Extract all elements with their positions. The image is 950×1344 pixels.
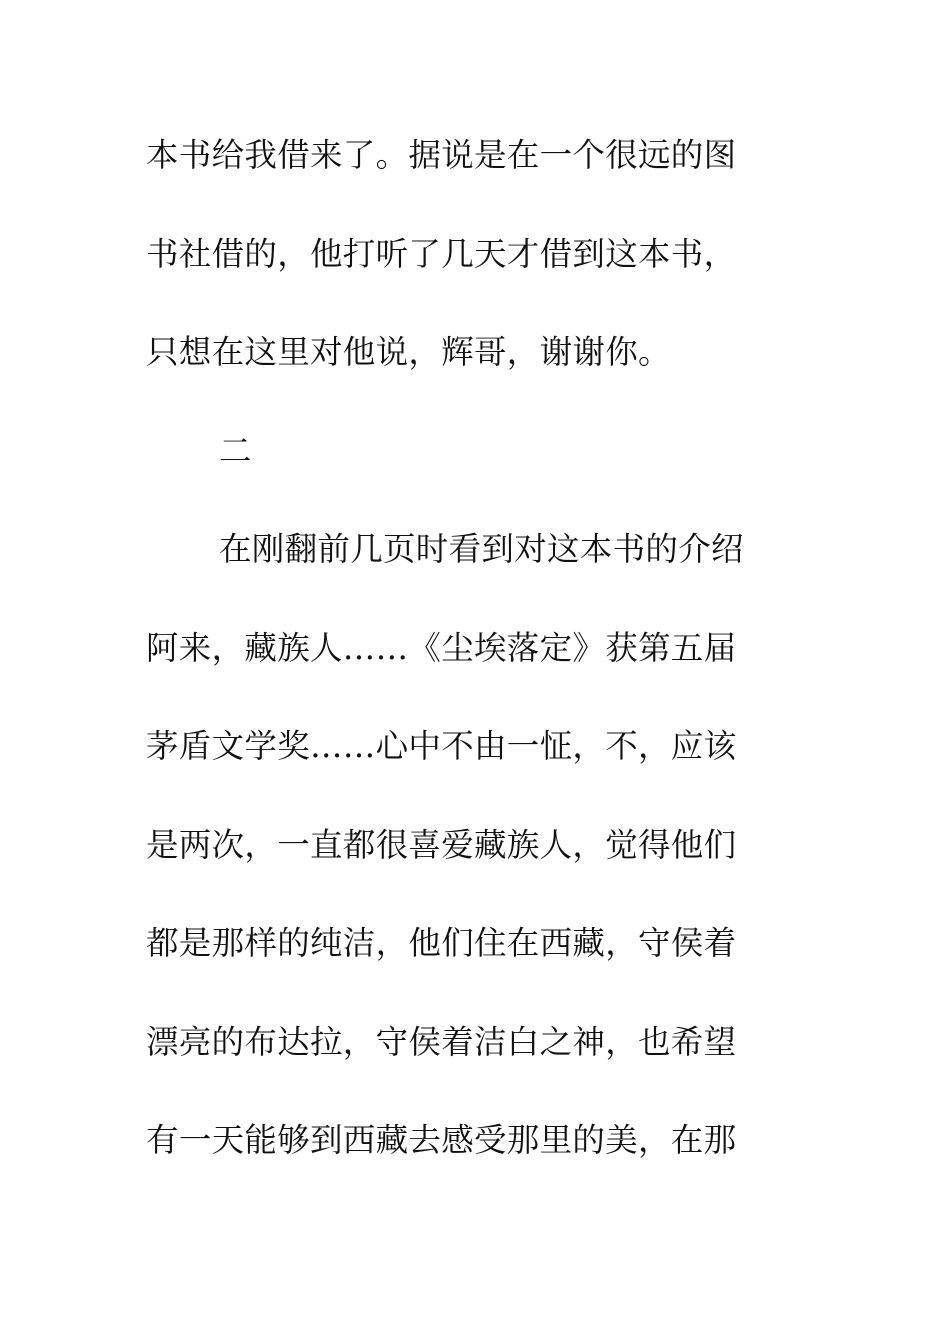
text-line-5: 在刚翻前几页时看到对这本书的介绍	[219, 530, 744, 568]
text-line-7: 茅盾文学奖……心中不由一怔，不，应该	[146, 727, 737, 765]
text-line-11: 有一天能够到西藏去感受那里的美，在那	[146, 1121, 737, 1159]
text-line-10: 漂亮的布达拉，守侯着洁白之神，也希望	[146, 1022, 737, 1061]
section-heading: 二	[219, 431, 252, 470]
text-line-8: 是两次，一直都很喜爱藏族人，觉得他们	[146, 825, 737, 864]
text-line-9: 都是那样的纯洁，他们住在西藏，守侯着	[146, 924, 737, 962]
text-line-2: 书社借的，他打听了几天才借到这本书，	[146, 234, 737, 273]
body-text	[146, 125, 806, 1209]
text-line-6: 阿来，藏族人……《尘埃落定》获第五届	[146, 628, 737, 667]
text-line-3: 只想在这里对他说，辉哥，谢谢你。	[146, 333, 671, 371]
text-line-1: 本书给我借来了。据说是在一个很远的图	[146, 136, 737, 174]
